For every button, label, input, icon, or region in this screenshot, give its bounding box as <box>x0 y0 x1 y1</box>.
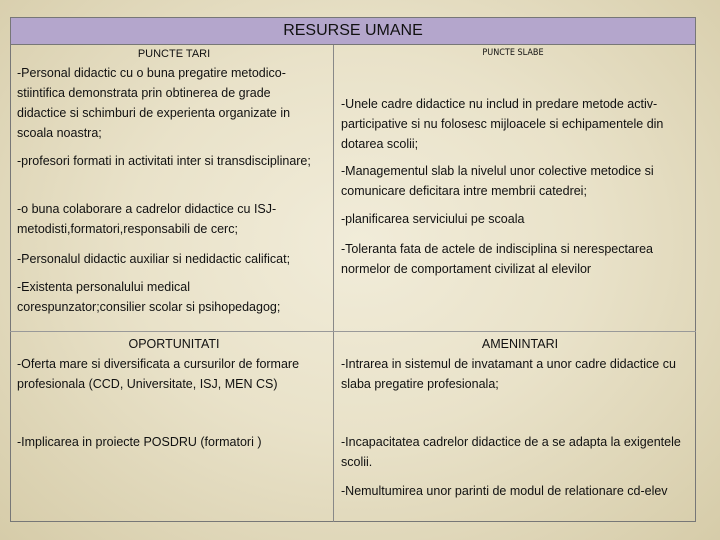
threat-item: -Incapacitatea cadrelor didactice de a se adapta la exigentele scolii. <box>341 435 681 469</box>
weakness-item: -Unele cadre didactice nu includ in predare metode activ-participative si nu folosesc mijloacele si echipamentele din dotarea scolii; <box>341 97 664 151</box>
row-divider <box>10 331 696 332</box>
weaknesses-header: PUNCTE SLABE <box>482 48 544 58</box>
strength-item: -Existenta personalului medical corespunzator;consilier scolar si psihopedagog; <box>17 280 281 314</box>
weakness-item: -Toleranta fata de actele de indisciplina si nerespectarea normelor de comportament civilizat al elevilor <box>341 242 653 276</box>
weakness-item: -Managementul slab la nivelul unor colective metodice si comunicare deficitara intre membrii catedrei; <box>341 164 654 198</box>
strength-item: -Personal didactic cu o buna pregatire metodico-stiintifica demonstrata prin obtinerea de grade didactice si schimburi de experienta organizate in scoala noastra; <box>17 66 291 140</box>
strength-item: -o buna colaborare a cadrelor didactice cu ISJ-metodisti,formatori,responsabili de cerc; <box>17 202 277 236</box>
threat-item: -Nemultumirea unor parinti de modul de relationare cd-elev <box>341 484 668 498</box>
column-divider <box>333 45 334 522</box>
threats-header: AMENINTARI <box>481 337 559 351</box>
page-title: RESURSE UMANE <box>10 17 696 45</box>
weakness-item: -planificarea serviciului pe scoala <box>341 212 525 226</box>
strength-item: -Personalul didactic auxiliar si nedidactic calificat; <box>17 252 291 266</box>
opportunities-header: OPORTUNITATI <box>128 337 220 351</box>
strengths-header: PUNCTE TARI <box>137 48 211 60</box>
opportunity-item: -Oferta mare si diversificata a cursurilor de formare profesionala (CCD, Universitate, ISJ, MEN CS) <box>17 357 300 391</box>
threat-item: -Intrarea in sistemul de invatamant a unor cadre didactice cu slaba pregatire profesionala; <box>341 357 676 391</box>
opportunity-item: -Implicarea in proiecte POSDRU (formatori ) <box>17 435 262 449</box>
strength-item: -profesori formati in activitati inter si transdisciplinare; <box>17 154 311 168</box>
